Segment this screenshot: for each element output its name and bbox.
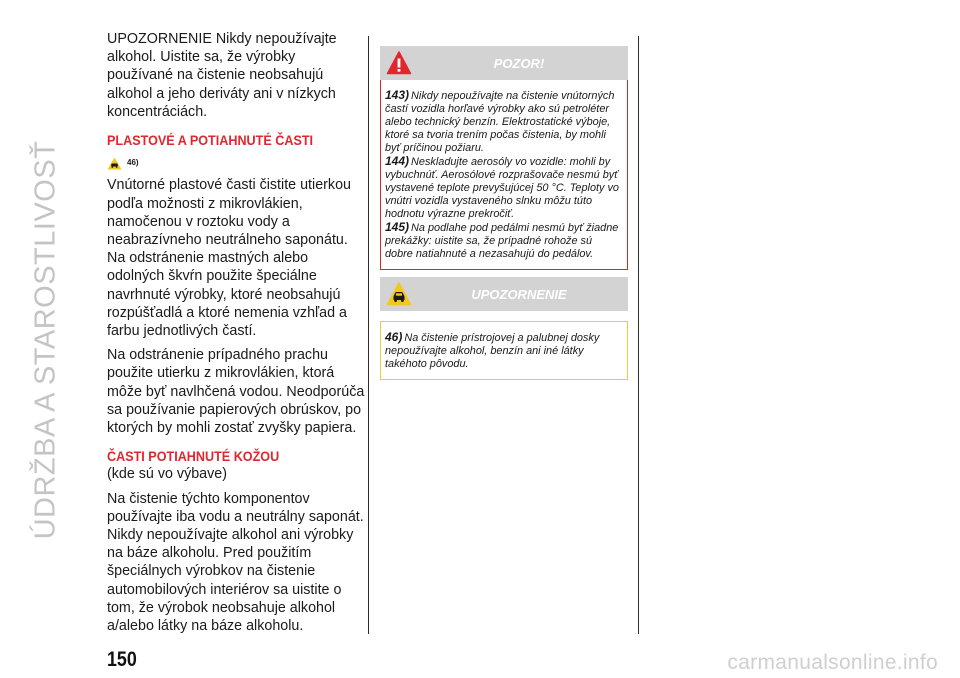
reference-number: 46) bbox=[127, 158, 139, 168]
right-column bbox=[380, 46, 628, 380]
leather-paragraph: Na čistenie týchto komponentov používajte iba vodu a neutrálny saponát. Nikdy nepoužívajte alkohol ani výrobky na báze alkoholu. Pred použitím špeciálnych výrobkov na čistenie automobilových interiérov sa uistite o tom, že výrobok neobsahuje alkohol a/alebo látky na báze alkoholu. bbox=[107, 490, 364, 635]
side-section-title: ÚDRŽBA A STAROSTLIVOSŤ bbox=[29, 140, 62, 540]
caution-box-body bbox=[380, 321, 628, 380]
leather-parts-heading: ČASTI POTIAHNUTÉ KOŽOU bbox=[107, 448, 280, 465]
page-number: 150 bbox=[107, 648, 137, 671]
column-divider-right bbox=[638, 36, 639, 634]
warning-box-title: POZOR! bbox=[493, 55, 545, 71]
warning-box-header bbox=[380, 46, 628, 80]
column-divider-left bbox=[368, 36, 369, 634]
leather-subtitle: (kde sú vo výbave) bbox=[107, 466, 227, 483]
car-caution-icon bbox=[386, 281, 412, 307]
plastic-paragraph-2: Na odstránenie prípadného prachu použite utierku z mikrovlákien, ktorá môže byť navlhčená vodou. Neodporúča sa používanie papierových obrúskov, po ktorých by mohli zostať zvyšky papiera. bbox=[107, 347, 365, 437]
warning-box bbox=[380, 46, 628, 270]
intro-paragraph: UPOZORNENIE Nikdy nepoužívajte alkohol. Uistite sa, že výrobky používané na čistenie neobsahujú alkohol a jeho deriváty ani v nízkych koncentráciách. bbox=[107, 31, 337, 120]
warning-item-143: 143) Nikdy nepoužívajte na čistenie vnútorných častí vozidla horľavé výrobky ako sú petroléter alebo technický benzín. Elektrostatické výboje, ktoré sa tvoria trením počas čistenia, by mohli byť príčinou požiaru. bbox=[385, 88, 615, 154]
car-caution-icon bbox=[107, 157, 122, 170]
plastic-parts-heading: PLASTOVÉ A POTIAHNUTÉ ČASTI bbox=[107, 132, 314, 149]
caution-box-title: UPOZORNENIE bbox=[471, 286, 567, 302]
caution-box-header bbox=[380, 277, 628, 311]
warning-item-145: 145) Na podlahe pod pedálmi nesmú byť žiadne prekážky: uistite sa, že prípadné rohože sú dobre natiahnuté a nezasahujú do pedálov. bbox=[385, 220, 619, 260]
warning-item-144: 144) Neskladujte aerosóly vo vozidle: mohli by vybuchnúť. Aerosólové rozprašovače nesmú byť vystavené teplote prevyšujúcej 50 °C. Teploty vo vnútri vozidla vystaveného slnku môžu túto hodnotu výrazne prekročiť. bbox=[385, 154, 619, 220]
left-column bbox=[107, 30, 365, 635]
caution-box bbox=[380, 277, 628, 380]
plastic-reference bbox=[107, 154, 365, 172]
plastic-paragraph-1: Vnútorné plastové časti čistite utierkou podľa možnosti z mikrovlákien, namočenou v roztoku vody a neabrazívneho neutrálneho saponátu. Na odstránenie mastných alebo odolných škvŕn použite špeciálne navrhnuté výrobky, ktoré neobsahujú rozpúšťadlá a ktoré nemenia vzhľad a farbu jednotlivých častí. bbox=[107, 177, 351, 340]
caution-item-46: 46) Na čistenie prístrojovej a palubnej dosky nepoužívajte alkohol, benzín ani iné látky takéhoto pôvodu. bbox=[385, 330, 600, 370]
site-watermark: carmanualsonline.info bbox=[727, 651, 938, 674]
warning-box-body bbox=[380, 80, 628, 270]
warning-triangle-icon bbox=[386, 50, 412, 76]
